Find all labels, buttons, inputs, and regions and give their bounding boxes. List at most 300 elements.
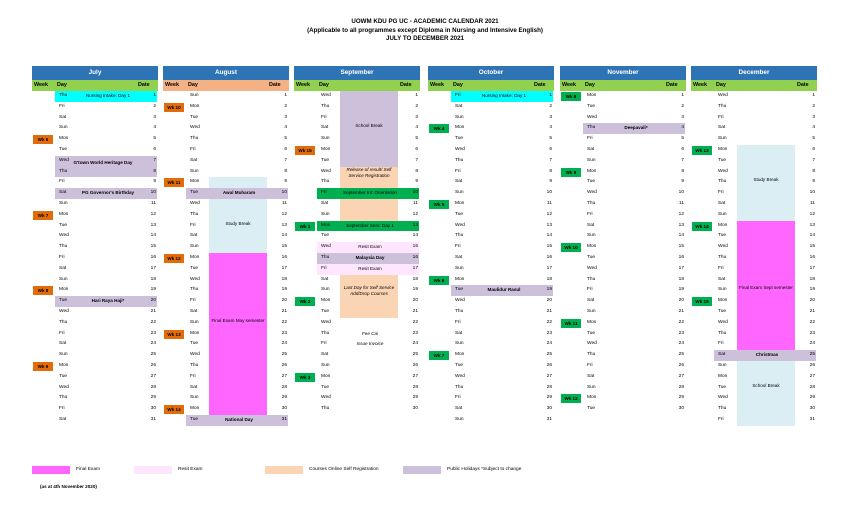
day-row [691, 339, 817, 350]
day-name: Thu [587, 276, 596, 282]
day-name: Sun [718, 287, 727, 293]
day-name: Mon [190, 330, 200, 336]
day-row [428, 404, 554, 415]
day-row [428, 318, 554, 329]
date-number: 21 [678, 308, 684, 314]
date-number: 24 [150, 341, 156, 347]
date-number: 7 [284, 157, 287, 163]
day-name: Wed [455, 298, 465, 304]
date-number: 17 [809, 265, 815, 271]
date-number: 18 [150, 276, 156, 282]
week-badge: Wk 14 [692, 222, 712, 231]
day-row [32, 307, 158, 318]
event-label: Deepavali* [624, 125, 648, 131]
day-row [428, 102, 554, 113]
date-number: 28 [678, 384, 684, 390]
date-number: 15 [809, 244, 815, 250]
date-number: 17 [412, 265, 418, 271]
date-number: 25 [678, 352, 684, 358]
day-name: Sun [455, 114, 464, 120]
date-number: 13 [809, 222, 815, 228]
day-name: Sat [59, 265, 67, 271]
date-number: 19 [281, 287, 287, 293]
legend-swatch [134, 466, 172, 474]
day-name: Tue [190, 265, 199, 271]
day-name: Sat [587, 222, 595, 228]
day-row [691, 113, 817, 124]
day-name: Wed [190, 125, 200, 131]
day-row [32, 415, 158, 426]
day-row [294, 177, 420, 188]
day-row [163, 123, 289, 134]
date-number: 21 [281, 308, 287, 314]
week-badge: Wk 10 [561, 243, 581, 252]
day-row [560, 307, 686, 318]
date-number: 23 [809, 330, 815, 336]
period-label: School Break [752, 382, 780, 388]
day-row [691, 318, 817, 329]
day-name: Thu [59, 168, 68, 174]
date-number: 1 [284, 93, 287, 98]
day-name: Thu [321, 254, 330, 260]
day-name: Sun [190, 395, 199, 401]
date-number: 5 [681, 136, 684, 142]
date-number: 29 [150, 395, 156, 401]
date-number: 16 [281, 254, 287, 260]
day-name: Fri [455, 395, 461, 401]
date-number: 26 [809, 362, 815, 368]
date-number: 18 [809, 276, 815, 282]
date-number: 3 [153, 114, 156, 120]
date-number: 11 [679, 200, 684, 206]
day-row [294, 285, 420, 296]
day-name: Sun [321, 211, 330, 217]
date-number: 15 [150, 244, 156, 250]
day-row [32, 123, 158, 134]
date-number: 23 [150, 330, 156, 336]
date-number: 14 [678, 233, 684, 239]
day-name: Tue [190, 416, 199, 422]
date-number: 17 [281, 265, 287, 271]
day-row [560, 210, 686, 221]
date-number: 30 [809, 406, 815, 412]
date-number: 26 [678, 362, 684, 368]
day-name: Sun [718, 211, 727, 217]
date-number: 7 [812, 157, 815, 163]
day-rows [32, 91, 158, 426]
day-row [294, 134, 420, 145]
date-number: 5 [812, 136, 815, 142]
day-name: Tue [455, 211, 464, 217]
day-name: Sat [190, 308, 198, 314]
date-column-header: Date [664, 80, 686, 91]
date-number: 25 [150, 352, 156, 358]
date-number: 25 [809, 352, 815, 358]
date-number: 2 [153, 103, 156, 109]
week-badge: Wk 12 [164, 254, 184, 263]
date-number: 12 [412, 211, 418, 217]
date-number: 9 [549, 179, 552, 185]
date-number: 30 [678, 406, 684, 412]
date-number: 4 [415, 125, 418, 131]
day-row [163, 296, 289, 307]
day-row [294, 231, 420, 242]
date-number: 13 [412, 222, 418, 228]
day-row [32, 318, 158, 329]
date-number: 1 [153, 93, 156, 98]
day-row [163, 361, 289, 372]
day-row [294, 350, 420, 361]
day-row [294, 361, 420, 372]
day-row [560, 177, 686, 188]
date-number: 30 [546, 406, 552, 412]
day-row [691, 231, 817, 242]
day-row [691, 134, 817, 145]
date-number: 2 [549, 103, 552, 109]
month-header: November [560, 66, 686, 80]
day-name: Sat [718, 276, 726, 282]
date-number: 22 [281, 319, 287, 325]
day-row [560, 134, 686, 145]
date-number: 7 [415, 157, 418, 163]
day-row [294, 210, 420, 221]
date-number: 21 [809, 308, 815, 314]
day-name: Wed [718, 244, 728, 250]
day-row [560, 188, 686, 199]
period-label: Release of result/ Self Service Registration [346, 166, 392, 178]
date-number: 16 [412, 254, 418, 260]
day-name: Fri [321, 265, 327, 271]
day-name: Wed [321, 244, 331, 250]
day-row [428, 242, 554, 253]
date-column-header: Date [267, 80, 289, 91]
day-row [691, 91, 817, 102]
day-row [294, 275, 420, 286]
calendar-title [0, 18, 850, 44]
date-number: 15 [412, 244, 418, 250]
title-line-2: (Applicable to all programmes except Diploma in Nursing and Intensive English) [307, 26, 543, 34]
day-name: Tue [59, 373, 68, 379]
day-name: Mon [59, 287, 69, 293]
period-label: School Break [355, 123, 383, 129]
day-row [691, 404, 817, 415]
day-name: Sun [587, 308, 596, 314]
date-number: 5 [153, 136, 156, 142]
date-number: 19 [412, 287, 418, 293]
day-name: Thu [718, 406, 727, 412]
day-name: Mon [59, 362, 69, 368]
date-number: 24 [809, 341, 815, 347]
day-row [560, 372, 686, 383]
day-name: Sun [321, 287, 330, 293]
date-number: 2 [812, 103, 815, 109]
day-row [691, 123, 817, 134]
date-number: 27 [150, 373, 156, 379]
day-row [428, 156, 554, 167]
date-number: 1 [549, 93, 552, 98]
date-number: 8 [812, 168, 815, 174]
day-name: Sat [455, 406, 463, 412]
day-name: Sun [321, 136, 330, 142]
week-column-header: Week [560, 80, 582, 91]
date-number: 14 [150, 233, 156, 239]
day-rows [428, 91, 554, 426]
date-number: 5 [549, 136, 552, 142]
date-number: 6 [415, 146, 418, 152]
date-number: 11 [151, 200, 156, 206]
date-number: 22 [809, 319, 815, 325]
day-name: Thu [718, 330, 727, 336]
day-row [428, 361, 554, 372]
date-number: 31 [281, 416, 287, 422]
date-number: 1 [812, 93, 815, 98]
day-name: Tue [455, 136, 464, 142]
day-name: Fri [455, 244, 461, 250]
day-row [691, 102, 817, 113]
day-name: Sun [59, 352, 68, 358]
date-number: 16 [546, 254, 552, 260]
date-number: 5 [284, 136, 287, 142]
day-name: Sat [59, 341, 67, 347]
date-number: 10 [412, 190, 418, 196]
date-number: 16 [150, 254, 156, 260]
day-name: Sat [190, 233, 198, 239]
day-row [163, 199, 289, 210]
date-number: 12 [150, 211, 156, 217]
legend-label: Courses Online Self Registration [309, 467, 379, 472]
day-name: Wed [718, 168, 728, 174]
date-number: 16 [809, 254, 815, 260]
day-name: Thu [587, 125, 596, 131]
date-number: 9 [415, 179, 418, 185]
week-column-header: Week [294, 80, 316, 91]
day-name: Fri [321, 114, 327, 120]
day-name: Fri [59, 254, 65, 260]
day-row [32, 242, 158, 253]
date-number: 28 [281, 384, 287, 390]
day-name: Thu [455, 157, 464, 163]
day-row [32, 199, 158, 210]
day-name: Wed [718, 93, 728, 98]
day-name: Sun [587, 157, 596, 163]
day-name: Tue [59, 146, 68, 152]
date-number: 6 [549, 146, 552, 152]
date-number: 22 [546, 319, 552, 325]
date-number: 17 [150, 265, 156, 271]
date-number: 26 [546, 362, 552, 368]
date-number: 15 [281, 244, 287, 250]
day-name: Sat [455, 179, 463, 185]
month-header: September [294, 66, 420, 80]
day-row [560, 339, 686, 350]
month-header: July [32, 66, 158, 80]
day-row [428, 415, 554, 426]
day-row [294, 102, 420, 113]
event-label: Maulidur Rasul [487, 287, 521, 293]
week-badge: Wk 6 [33, 135, 53, 144]
day-name: Fri [718, 114, 724, 120]
date-number: 21 [412, 308, 418, 314]
day-name: Wed [587, 190, 597, 196]
week-badge: Wk 4 [429, 124, 449, 133]
day-row [294, 307, 420, 318]
month-header: August [163, 66, 289, 80]
event-label: Fee Cai [361, 330, 379, 336]
day-name: Mon [455, 125, 465, 131]
date-number: 23 [412, 330, 418, 336]
day-name: Sun [321, 362, 330, 368]
day-name: Fri [321, 341, 327, 347]
day-row [428, 113, 554, 124]
date-number: 22 [412, 319, 418, 325]
day-name: Tue [718, 308, 727, 314]
date-number: 24 [546, 341, 552, 347]
day-row [691, 253, 817, 264]
date-number: 27 [412, 373, 418, 379]
date-number: 11 [547, 200, 552, 206]
date-column-header: Date [136, 80, 158, 91]
day-name: Mon [321, 222, 331, 228]
day-row [560, 383, 686, 394]
date-number: 19 [678, 287, 684, 293]
week-badge: Wk 13 [164, 330, 184, 339]
day-row [691, 275, 817, 286]
event-label: Hari Raya Haji* [91, 298, 125, 304]
week-column-header: Week [691, 80, 713, 91]
day-name: Sun [718, 136, 727, 142]
day-name: Fri [455, 93, 461, 98]
day-name: Mon [718, 222, 728, 228]
date-number: 27 [281, 373, 287, 379]
date-number: 21 [546, 308, 552, 314]
date-number: 8 [415, 168, 418, 174]
day-rows [560, 91, 686, 415]
day-name: Fri [190, 373, 196, 379]
date-number: 11 [413, 200, 418, 206]
day-row [691, 361, 817, 372]
day-name: Sat [587, 373, 595, 379]
day-name: Sun [718, 362, 727, 368]
week-badge: Wk 9 [33, 362, 53, 371]
date-number: 8 [549, 168, 552, 174]
date-number: 17 [546, 265, 552, 271]
day-name: Fri [59, 406, 65, 412]
period-label: Study Break [225, 220, 251, 226]
date-number: 28 [412, 384, 418, 390]
date-number: 25 [281, 352, 287, 358]
day-name: Tue [455, 287, 464, 293]
day-name: Fri [59, 179, 65, 185]
day-row [428, 188, 554, 199]
date-number: 29 [412, 395, 418, 401]
day-name: Sat [455, 103, 463, 109]
day-name: Thu [59, 395, 68, 401]
date-number: 30 [150, 406, 156, 412]
day-name: Fri [190, 298, 196, 304]
day-row [428, 134, 554, 145]
date-number: 26 [412, 362, 418, 368]
date-number: 1 [681, 93, 684, 98]
date-number: 25 [546, 352, 552, 358]
day-name: Sat [718, 200, 726, 206]
day-row [428, 177, 554, 188]
date-number: 20 [150, 298, 156, 304]
date-number: 9 [284, 179, 287, 185]
day-row [428, 307, 554, 318]
date-number: 29 [546, 395, 552, 401]
day-name: Fri [587, 211, 593, 217]
date-number: 9 [153, 179, 156, 185]
day-column-header: Day [713, 80, 795, 91]
day-name: Tue [190, 341, 199, 347]
day-row [32, 102, 158, 113]
date-number: 12 [546, 211, 552, 217]
day-name: Sun [59, 276, 68, 282]
day-name: Sun [455, 265, 464, 271]
day-name: Mon [587, 168, 597, 174]
date-number: 2 [284, 103, 287, 109]
day-row [428, 167, 554, 178]
date-number: 3 [415, 114, 418, 120]
week-column-header: Week [32, 80, 54, 91]
day-name: Tue [587, 179, 596, 185]
legend-label: Final Exam [76, 467, 100, 472]
date-number: 10 [809, 190, 815, 196]
day-name: Sun [455, 416, 464, 422]
date-number: 6 [681, 146, 684, 152]
day-row [32, 339, 158, 350]
date-number: 14 [809, 233, 815, 239]
date-number: 14 [281, 233, 287, 239]
date-number: 22 [150, 319, 156, 325]
day-name: Tue [321, 157, 330, 163]
date-number: 15 [678, 244, 684, 250]
event-label: September Sem: Day 1 [346, 222, 394, 228]
day-name: Wed [587, 114, 597, 120]
event-label: Resit Exam [358, 265, 382, 271]
day-row [163, 231, 289, 242]
day-row [163, 210, 289, 221]
day-row [163, 350, 289, 361]
day-row [32, 253, 158, 264]
date-number: 12 [281, 211, 287, 217]
day-row [560, 113, 686, 124]
day-row [163, 393, 289, 404]
date-number: 7 [549, 157, 552, 163]
day-row [32, 167, 158, 178]
day-row [294, 404, 420, 415]
day-name: Sat [321, 276, 329, 282]
day-row [560, 296, 686, 307]
day-row [691, 177, 817, 188]
event-label: Resit Exam [358, 244, 382, 250]
date-number: 24 [281, 341, 287, 347]
legend-swatch [32, 466, 70, 474]
legend-label: Resit Exam [178, 467, 203, 472]
date-number: 31 [546, 416, 552, 422]
date-number: 11 [282, 200, 287, 206]
day-row [32, 404, 158, 415]
day-name: Mon [455, 276, 465, 282]
date-number: 7 [153, 157, 156, 163]
week-badge: Wk 11 [164, 178, 184, 187]
day-name: Fri [59, 103, 65, 109]
date-number: 10 [281, 190, 287, 196]
day-row [32, 113, 158, 124]
day-row [32, 372, 158, 383]
date-number: 20 [281, 298, 287, 304]
day-name: Mon [190, 406, 200, 412]
